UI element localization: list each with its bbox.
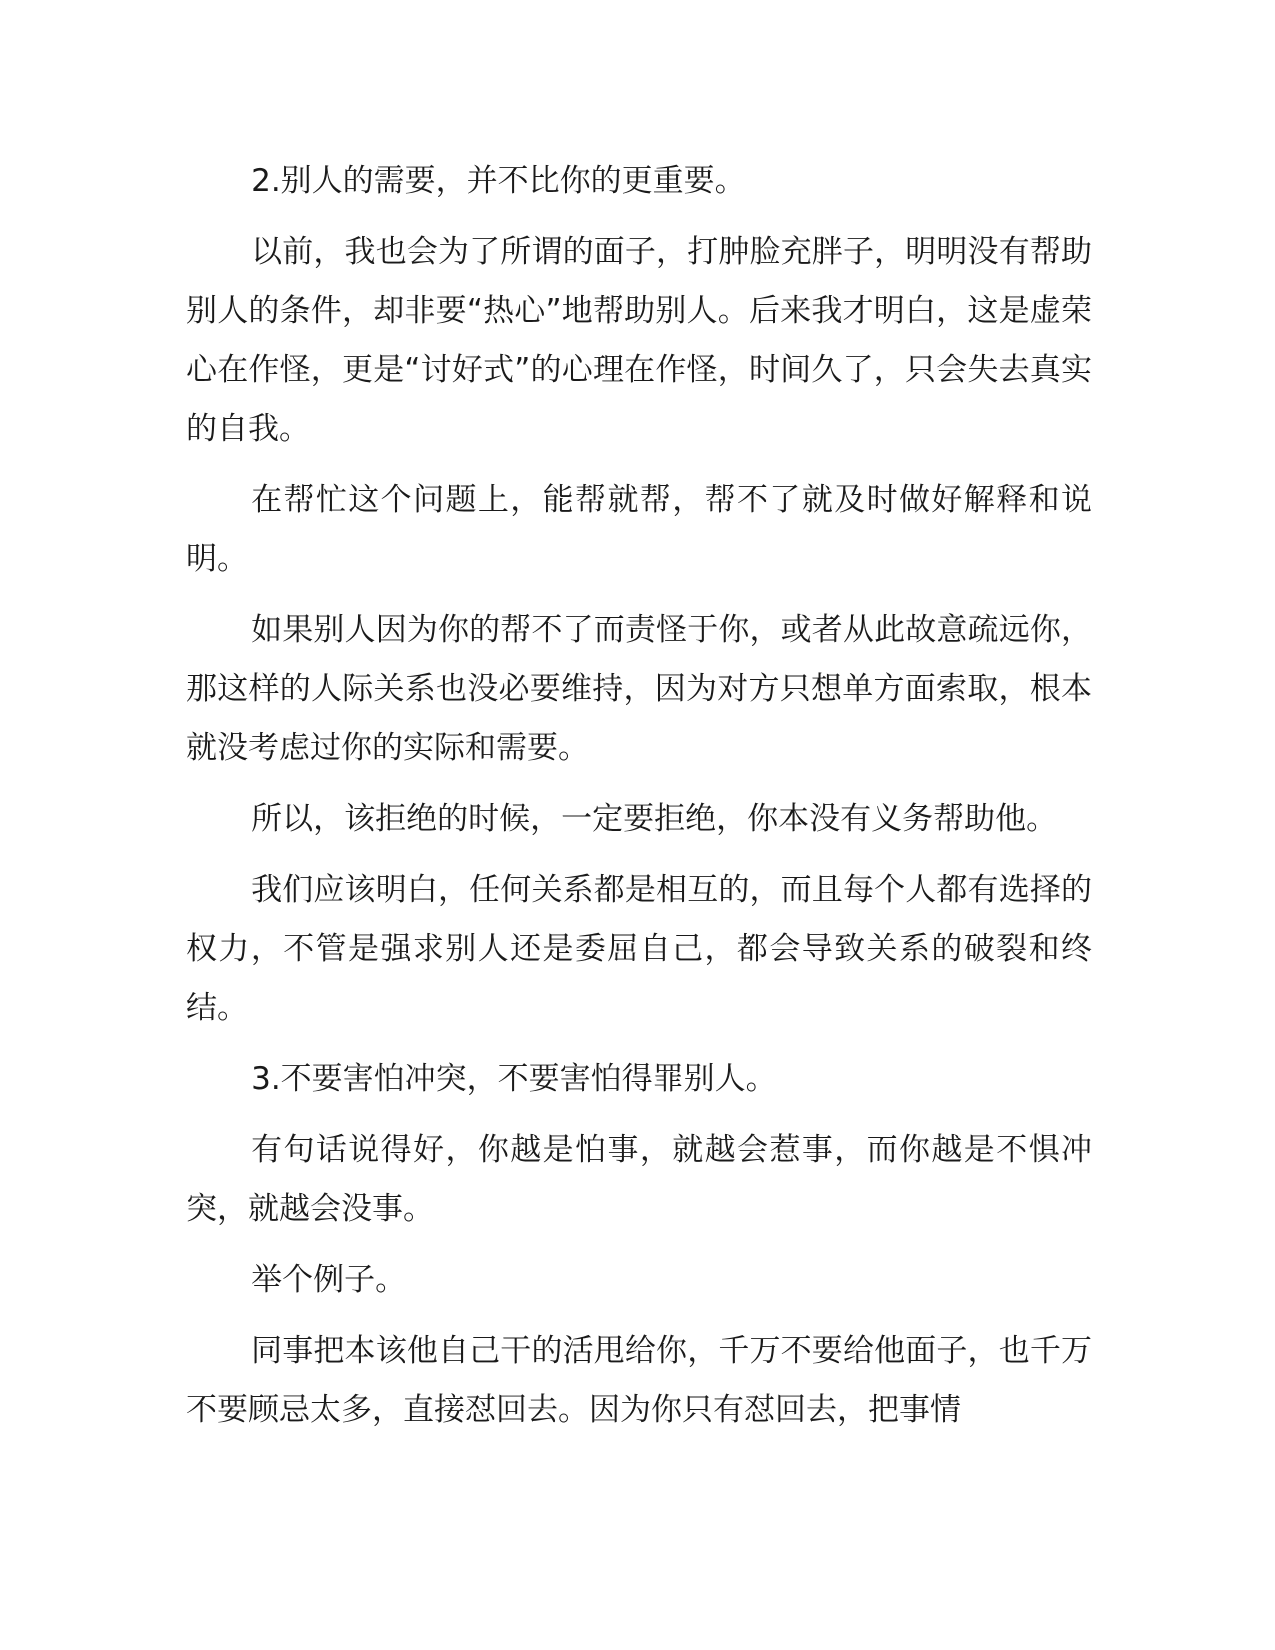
paragraph: 举个例子。 [251, 1262, 407, 1298]
paragraph: 以前，我也会为了所谓的面子，打肿脸充胖子，明明没有帮助别人的条件，却非要“热心”地帮助别人。后来我才明白，这是虚荣心在作怪，更是“讨好式”的心理在作怪，时间久了，只会失去真实的自我。 [186, 234, 1092, 447]
document-body [186, 152, 1092, 1452]
paragraph: 同事把本该他自己干的活甩给你，千万不要给他面子，也千万不要顾忌太多，直接怼回去。因为你只有怼回去，把事情 [186, 1333, 1092, 1428]
paragraph: 我们应该明白，任何关系都是相互的，而且每个人都有选择的权力，不管是强求别人还是委屈自己，都会导致关系的破裂和终结。 [186, 872, 1092, 1026]
section-heading-2: 2.别人的需要，并不比你的更重要。 [251, 163, 746, 199]
paragraph: 有句话说得好，你越是怕事，就越会惹事，而你越是不惧冲突，就越会没事。 [186, 1132, 1092, 1227]
paragraph: 在帮忙这个问题上，能帮就帮，帮不了就及时做好解释和说明。 [186, 482, 1092, 577]
paragraph: 所以，该拒绝的时候，一定要拒绝，你本没有义务帮助他。 [251, 801, 1058, 837]
paragraph: 如果别人因为你的帮不了而责怪于你，或者从此故意疏远你，那这样的人际关系也没必要维持，因为对方只想单方面索取，根本就没考虑过你的实际和需要。 [186, 612, 1092, 766]
section-heading-3: 3.不要害怕冲突，不要害怕得罪别人。 [251, 1061, 777, 1097]
